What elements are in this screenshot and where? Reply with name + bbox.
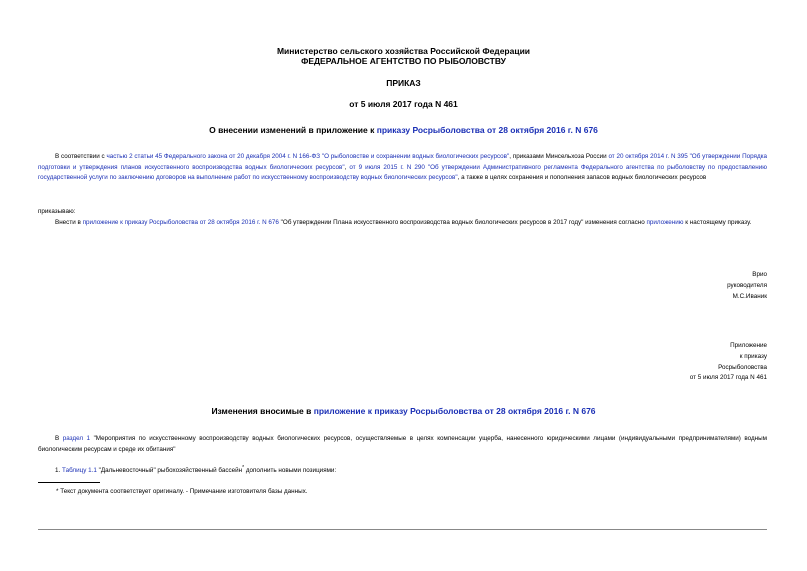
- order-word: приказываю:: [38, 208, 76, 215]
- signature-name: М.С.Иваник: [732, 292, 767, 300]
- order-395-link[interactable]: от 20 октября 2014 г. N 395 "Об утверждении Порядка подготовки и утверждения планов искусственного воспроизводства водных биологических ресурсов": [38, 153, 768, 171]
- section-text-1: В: [55, 435, 63, 442]
- law-link[interactable]: частью 2 статьи 45 Федерального закона от 20 декабря 2004 г. N 166-ФЗ "О рыболовстве и сохранении водных биологических ресурсов": [106, 153, 510, 160]
- appendix-link[interactable]: приложению: [646, 219, 684, 226]
- order-text-1: Внести в: [55, 219, 83, 226]
- appendix-line-1: Приложение: [730, 342, 767, 349]
- table-1-1-link[interactable]: Таблицу 1.1: [62, 467, 97, 475]
- footnote: * Текст документа соответствует оригиналу. - Примечание изготовителя базы данных.: [56, 488, 308, 495]
- signature-position-2: руководителя: [727, 281, 767, 289]
- footnote-marker: *: [242, 465, 245, 471]
- appendix-order-676-link[interactable]: приложение к приказу Росрыболовства от 28 октября 2016 г. N 676: [82, 219, 279, 226]
- signature-block: [727, 270, 767, 302]
- changes-title: [0, 406, 807, 416]
- changes-title-text: Изменения вносимые в: [211, 406, 314, 416]
- order-290-link[interactable]: от 9 июля 2015 г. N 290 "Об утверждении Административного регламента Федерального агентства по рыболовству по предоставлению государственной услуги по заключению договоров на выполнение работ по искусственному воспроизводству водных биологических ресурсов": [38, 163, 767, 182]
- appendix-line-4: от 5 июля 2017 года N 461: [689, 374, 767, 382]
- section-text-2: "Мероприятия по искусственному воспроизводству водных биологических ресурсов, осуществляемые в целях компенсации ущерба, нанесенного юридическими лицами (индивидуальными предпринимателями) водным биологическим ресурсам и среде их обитания": [38, 435, 767, 453]
- table-text-2: "Дальневосточный" рыбохозяйственный бассейн: [96, 467, 243, 475]
- appendix-line-3: Росрыболовства: [718, 363, 767, 371]
- footnote-divider: [38, 482, 100, 483]
- order-text-3: к настоящему приказу.: [683, 219, 752, 226]
- document-date-number: от 5 июля 2017 года N 461: [349, 99, 458, 109]
- document-type: ПРИКАЗ: [386, 78, 421, 88]
- changes-title-link[interactable]: приложение к приказу Росрыболовства от 28 октября 2016 г. N 676: [313, 406, 596, 416]
- document-title: [0, 125, 807, 135]
- document-title-link[interactable]: приказу Росрыболовства от 28 октября 2016 г. N 676: [376, 125, 598, 135]
- section-1-link[interactable]: раздел 1: [62, 435, 91, 442]
- order-text-2: "Об утверждении Плана искусственного воспроизводства водных биологических ресурсов в 2017 году" изменения согласно: [278, 219, 647, 226]
- page-bottom-divider: [38, 529, 767, 530]
- preamble-paragraph: [38, 152, 767, 184]
- appendix-header: [690, 341, 767, 384]
- agency-name: ФЕДЕРАЛЬНОЕ АГЕНТСТВО ПО РЫБОЛОВСТВУ: [301, 56, 506, 66]
- preamble-text-3: ,: [344, 163, 350, 171]
- table-text-3: дополнить новыми позициями:: [244, 467, 337, 475]
- document-title-text: О внесении изменений в приложение к: [209, 125, 377, 135]
- appendix-line-2: к приказу: [739, 352, 767, 360]
- table-text-1: 1.: [55, 467, 63, 475]
- preamble-text-2: , приказами Минсельхоза России: [509, 153, 609, 160]
- ministry-name: Министерство сельского хозяйства Российской Федерации: [276, 46, 531, 56]
- preamble-text-4: , а также в целях сохранения и пополнения запасов водных биологических ресурсов: [457, 174, 707, 182]
- signature-position-1: Врио: [752, 271, 767, 278]
- section-paragraph: [38, 434, 767, 455]
- table-paragraph: [38, 463, 767, 477]
- preamble-text-1: В соответствии с: [55, 153, 107, 160]
- order-paragraph: [38, 218, 767, 229]
